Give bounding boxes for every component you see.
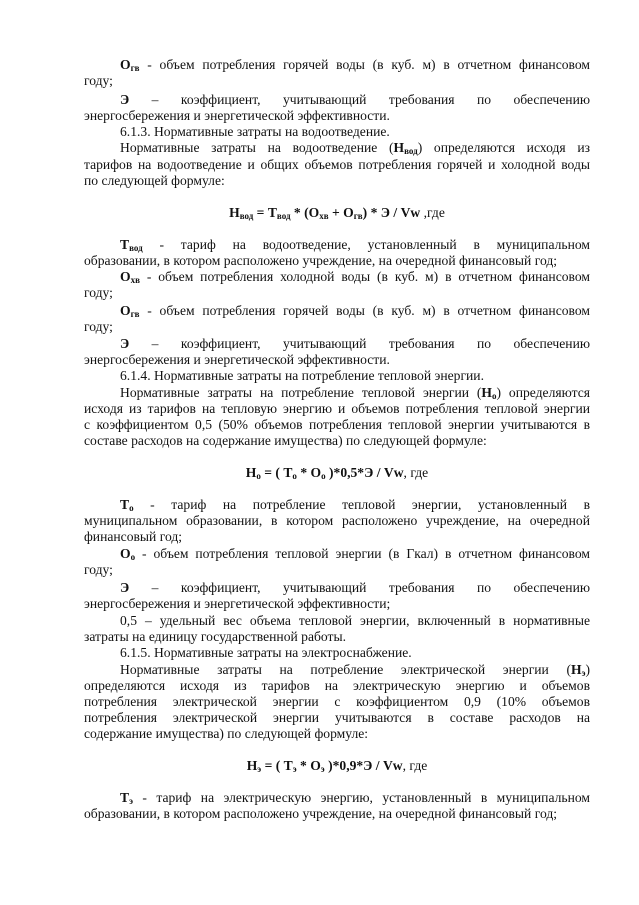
definition-line: $Т_э$ - тариф на электрическую энергию, установленный в муниципальном (120, 790, 590, 806)
text-line: муниципальном образовании, в котором расположено учреждение, на очередной (84, 513, 590, 528)
text-line: году; (84, 285, 113, 300)
paragraph-line: исходя из тарифов на тепловую энергию и объемов потребления тепловой энергии (84, 401, 590, 416)
section-heading: 6.1.3. Нормативные затраты на водоотведение. (120, 124, 390, 139)
definition-line: Э – коэффициент, учитывающий требования по обеспечению (120, 92, 590, 107)
paragraph-line: потребления электрической энергии учитываются в составе расходов на (84, 710, 590, 725)
text-line: финансовый год; (84, 529, 183, 544)
definition-line: Э – коэффициент, учитывающий требования по обеспечению (120, 336, 590, 351)
text-line: образовании, в котором расположено учреждение, на очередной финансовый год; (84, 806, 558, 821)
text-line: 0,5 – удельный вес объема тепловой энергии, включенный в нормативные (120, 613, 590, 628)
section-heading: 6.1.5. Нормативные затраты на электроснабжение. (120, 645, 412, 660)
section-heading: 6.1.4. Нормативные затраты на потребление тепловой энергии. (120, 368, 484, 383)
paragraph-line: по следующей формуле: (84, 173, 225, 188)
definition-line: $О_о$ - объем потребления тепловой энергии (в Гкал) в отчетном финансовом (120, 546, 590, 562)
text-line: образовании, в котором расположено учреждение, на очередной финансовый год; (84, 253, 558, 268)
definition-line: $Т_{вод}$ - тариф на водоотведение, установленный в муниципальном (120, 237, 590, 253)
definition-line: $О_{гв}$ - объем потребления горячей воды (в куб. м) в отчетном финансовом (120, 57, 590, 73)
formula-water-disposal: $Н_{вод} = Т_{вод} * (О_{хв} + О_{гв}) * Э / Vw$ ,где (229, 205, 445, 221)
text-line: году; (84, 562, 113, 577)
paragraph-line: Нормативные затраты на водоотведение $(Н_{вод})$ определяются исходя из (120, 140, 590, 156)
text-line: году; (84, 73, 113, 88)
text-line: энергосбережения и энергетической эффективности. (84, 108, 390, 123)
definition-line: $О_{хв}$ - объем потребления холодной воды (в куб. м) в отчетном финансовом (120, 269, 590, 285)
formula-electricity: $Н_э$ = ( $Т_э * О_э$ )*0,9*Э / Vw, где (246, 758, 428, 774)
text-line: энергосбережения и энергетической эффективности. (84, 352, 390, 367)
paragraph-line: с коэффициентом 0,5 (50% объемов потребления тепловой энергии учитываются в (84, 417, 590, 432)
paragraph-line: Нормативные затраты на потребление электрической энергии $(Н_э)$ (120, 662, 590, 678)
definition-line: Э – коэффициент, учитывающий требования по обеспечению (120, 580, 590, 595)
paragraph-line: составе расходов на содержание имущества) по следующей формуле: (84, 433, 487, 448)
paragraph-line: определяются исходя из тарифов на электрическую энергию и объемов (84, 678, 590, 693)
formula-heat-energy: $Н_о$ = ( $Т_о * О_о$ )*0,5*Э / Vw, где (245, 465, 429, 481)
paragraph-line: тарифов на водоотведение и общих объемов потребления горячей и холодной воды (84, 157, 590, 172)
paragraph-line: содержание имущества) по следующей формуле: (84, 726, 369, 741)
definition-line: $Т_о$ - тариф на потребление тепловой энергии, установленный в (120, 497, 590, 513)
text-line: энергосбережения и энергетической эффективности; (84, 596, 391, 611)
text-line: году; (84, 319, 113, 334)
text-line: затраты на единицу государственной работы. (84, 629, 346, 644)
paragraph-line: Нормативные затраты на потребление тепловой энергии $(Н_о)$ определяются (120, 385, 590, 401)
definition-line: $О_{гв}$ - объем потребления горячей воды (в куб. м) в отчетном финансовом (120, 303, 590, 319)
paragraph-line: потребления электрической энергии с коэффициентом 0,9 (10% объемов (84, 694, 590, 709)
